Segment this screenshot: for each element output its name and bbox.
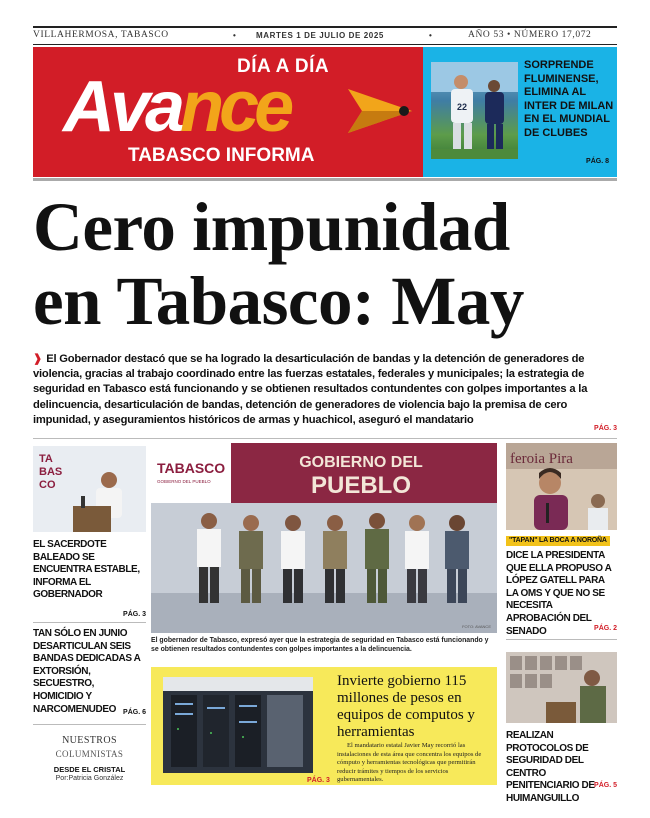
svg-text:feroia Pira: feroia Pira — [510, 451, 573, 467]
page-ref: PÁG. 8 — [586, 158, 609, 165]
prison-press-photo — [506, 652, 617, 723]
main-headline[interactable]: Cero impunidad en Tabasco: May — [33, 189, 524, 339]
gangs-story-headline[interactable]: TAN SÓLO EN JUNIO DESARTICULAN SEIS BANDAS DEDICADAS A EXTORSIÓN, SECUESTRO, HOMICIDIO Y NARCOMENUDEO — [33, 628, 141, 715]
separator-dot: • — [429, 31, 433, 40]
svg-text:CO: CO — [39, 479, 56, 491]
column-name[interactable]: DESDE EL CRISTAL — [53, 765, 126, 774]
svg-text:TA: TA — [39, 453, 53, 465]
soccer-photo — [431, 62, 518, 159]
svg-text:BAS: BAS — [39, 466, 63, 478]
president-photo — [506, 443, 617, 530]
svg-text:PUEBLO: PUEBLO — [310, 472, 412, 499]
slogan-top: DÍA A DÍA — [237, 56, 330, 77]
brand-name: Avance — [63, 67, 290, 147]
page-ref: PÁG. 6 — [123, 709, 146, 716]
separator-dot: • — [233, 31, 237, 40]
svg-text:GOBIERNO DEL PUEBLO: GOBIERNO DEL PUEBLO — [157, 479, 211, 484]
investment-story[interactable] — [151, 667, 497, 785]
security-cabinet-photo — [151, 443, 497, 633]
page-ref: PÁG. 3 — [307, 777, 330, 784]
divider — [506, 639, 617, 640]
masthead-rule — [33, 178, 617, 181]
columnists-label: NUESTROS — [62, 735, 117, 746]
city: VILLAHERMOSA, TABASCO — [33, 30, 169, 40]
page-ref: PÁG. 3 — [123, 611, 146, 618]
column-author: Por:Patricia González — [55, 775, 124, 782]
date: MARTES 1 DE JULIO DE 2025 — [256, 31, 384, 40]
issue-number: AÑO 53 • NÚMERO 17,072 — [468, 30, 592, 40]
divider — [33, 724, 146, 725]
main-deck: ❱ El Gobernador destacó que se ha logrado la desarticulación de bandas y la detención de generadores de violencia, gracias al trabajo coordinado entre las fuerzas estatales, federales y municipales; la estrategia de seguridad en Tabasco está funcionando y se obtienen resultados contundentes con golpes importantes a la delincuencia, desarticulación de bandas, detención de generadores de violencia bajo la premisa de cero impunidad, y aseguramientos históricos de armas y huachicol, aseguró el mandatario — [33, 353, 588, 426]
jersey-number: 22 — [456, 102, 468, 112]
president-story-headline[interactable]: DICE LA PRESIDENTA QUE ELLA PROPUSO A LÓPEZ GATELL PARA LA OMS Y QUE NO SE NECESITA APROBACIÓN DEL SENADO — [506, 550, 612, 637]
svg-text:GOBIERNO DEL: GOBIERNO DEL — [299, 454, 423, 471]
sports-headline[interactable]: SORPRENDE FLUMINENSE, ELIMINA AL INTER DE MILAN EN EL MUNDIAL DE CLUBES — [524, 59, 614, 139]
columnists-section[interactable] — [33, 735, 146, 782]
server-room-photo — [163, 677, 313, 773]
prison-story-headline[interactable]: REALIZAN PROTOCOLOS DE SEGURIDAD DEL CENTRO PENITENCIARIO DE HUIMANGUILLO — [506, 730, 595, 804]
priest-story-headline[interactable]: EL SACERDOTE BALEADO SE ENCUENTRA ESTABLE, INFORMA EL GOBERNADOR — [33, 539, 140, 601]
photo-caption: El gobernador de Tabasco, expresó ayer que la estrategia de seguridad en Tabasco está funcionando y se obtienen resultados contundentes con golpes importantes a la delincuencia. — [151, 637, 489, 653]
investment-body: El mandatario estatal Javier May recorrió las instalaciones de esta área que concentra los equipos de cómputo y herramientas tecnológicas que permitirán reducir trámites y tiempos de los servicios gubernamentales. — [337, 742, 482, 784]
governor-podium-photo — [33, 446, 146, 532]
page-ref: PÁG. 5 — [594, 782, 617, 789]
page-ref: PÁG. 3 — [594, 425, 617, 432]
noroña-tag: "TAPAN" LA BOCA A NOROÑA — [506, 536, 610, 546]
slogan-bottom: TABASCO INFORMA — [128, 145, 315, 166]
dateline-rule — [33, 44, 617, 45]
sports-teaser[interactable] — [423, 47, 617, 177]
bullet-icon: ❱ — [33, 353, 43, 365]
investment-headline[interactable]: Invierte gobierno 115 millones de pesos en equipos de computos y herramientas — [337, 673, 475, 740]
page-ref: PÁG. 2 — [594, 625, 617, 632]
divider — [33, 438, 617, 439]
svg-text:TABASCO: TABASCO — [157, 460, 226, 476]
masthead-logo[interactable] — [33, 47, 423, 177]
top-rule — [33, 26, 617, 28]
photo-credit: FOTO: AVANCE — [462, 624, 491, 629]
columnists-label-2: COLUMNISTAS — [55, 749, 124, 759]
divider — [33, 622, 146, 623]
arrow-logo-icon — [342, 83, 416, 139]
dateline — [33, 30, 617, 43]
